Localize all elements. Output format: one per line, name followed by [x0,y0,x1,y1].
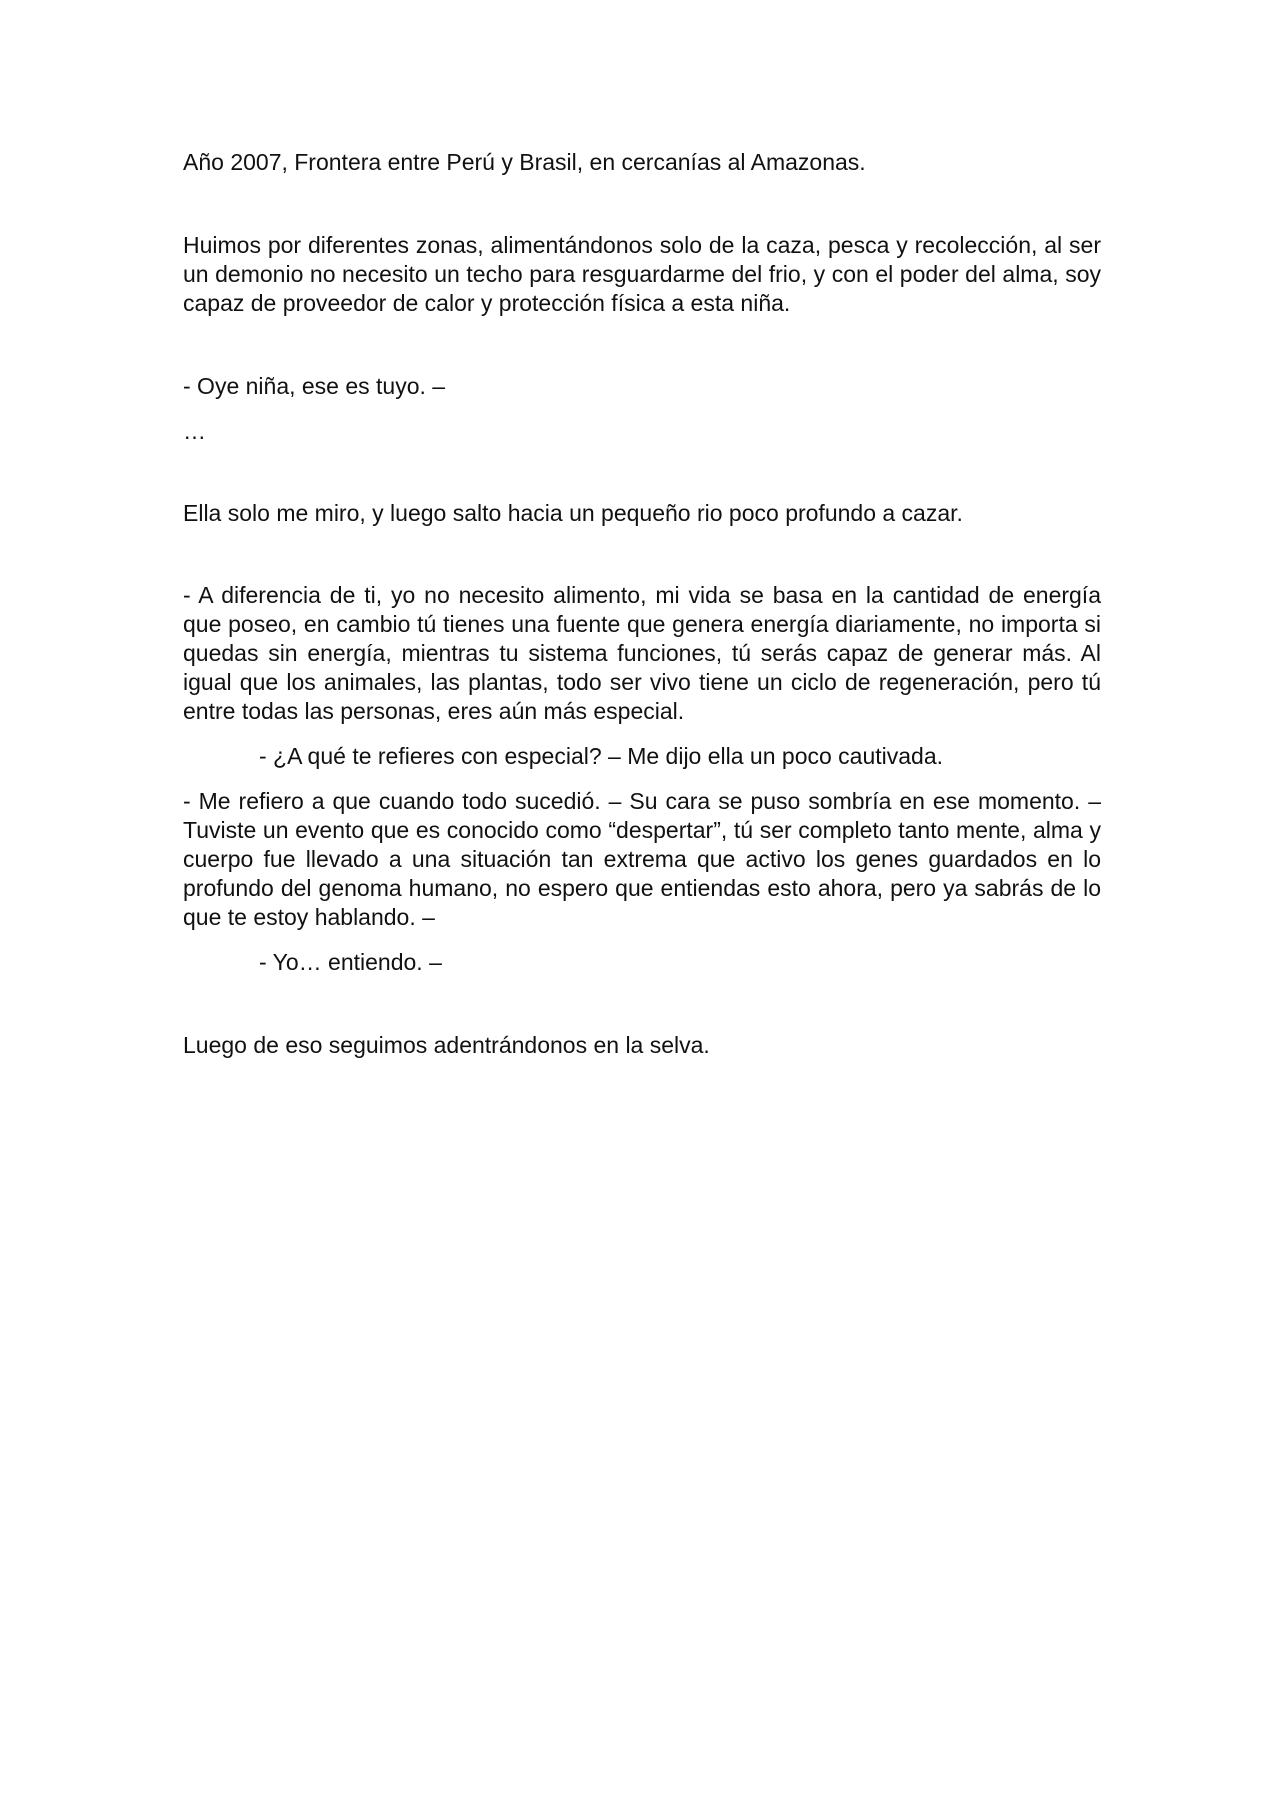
paragraph-dialogue-question: - ¿A qué te refieres con especial? – Me dijo ella un poco cautivada. [259,743,944,769]
paragraph-narration-river: Ella solo me miro, y luego salto hacia un pequeño rio poco profundo a cazar. [183,500,963,526]
paragraph-narration-jungle: Luego de eso seguimos adentrándonos en la selva. [183,1032,710,1058]
paragraph-dialogue-oye: - Oye niña, ese es tuyo. – [183,373,446,399]
paragraph-dialogue-awakening: - Me refiero a que cuando todo sucedió. – Su cara se puso sombría en ese momento. – Tuviste un evento que es conocido como “despertar”, tú ser completo tanto mente, alma y cuerpo fue llevado a una situación tan extrema que activo los genes guardados en lo profundo del genoma humano, no espero que entiendas esto ahora, pero ya sabrás de lo que te estoy hablando. – [183,788,1101,930]
paragraph-heading-location: Año 2007, Frontera entre Perú y Brasil, en cercanías al Amazonas. [183,149,866,175]
paragraph-narration-flight: Huimos por diferentes zonas, alimentándonos solo de la caza, pesca y recolección, al ser un demonio no necesito un techo para resguardarme del frio, y con el poder del alma, soy capaz de proveedor de calor y protección física a esta niña. [183,232,1101,316]
paragraph-dialogue-understand: - Yo… entiendo. – [259,949,442,975]
document-body [183,148,1101,1060]
paragraph-dialogue-energy: - A diferencia de ti, yo no necesito alimento, mi vida se basa en la cantidad de energía que poseo, en cambio tú tienes una fuente que genera energía diariamente, no importa si quedas sin energía, mientras tu sistema funciones, tú serás capaz de generar más. Al igual que los animales, las plantas, todo ser vivo tiene un ciclo de regeneración, pero tú entre todas las personas, eres aún más especial. [183,582,1101,724]
paragraph-ellipsis: … [183,418,206,444]
